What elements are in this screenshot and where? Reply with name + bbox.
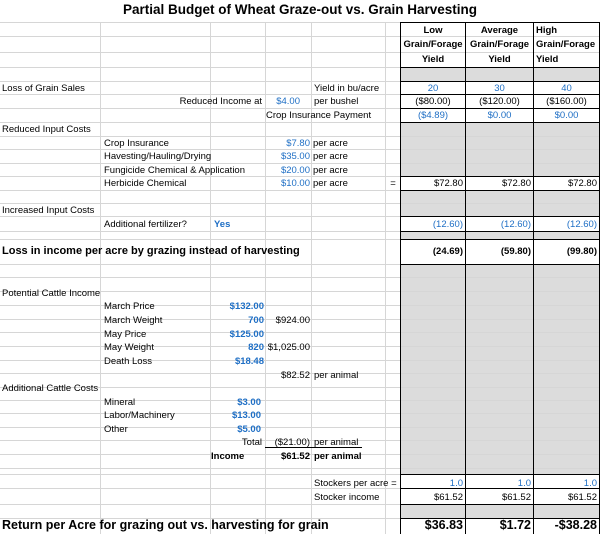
cost-item-label: Mineral: [104, 397, 136, 408]
reduced-total-low: $72.80: [433, 178, 463, 189]
death-loss[interactable]: $18.48: [234, 356, 264, 367]
return-high: -$38.28: [554, 518, 597, 532]
march-weight-label: March Weight: [104, 315, 163, 326]
section-loss-grain: Loss of Grain Sales: [2, 83, 85, 94]
total-label: Total: [241, 437, 262, 448]
yield-high[interactable]: 40: [561, 83, 572, 94]
crop-ins-high[interactable]: $0.00: [554, 110, 579, 121]
march-price[interactable]: $132.00: [229, 301, 264, 312]
col-high-l3: Yield: [536, 54, 559, 65]
income-label: Income: [211, 451, 245, 462]
reduced-item-value[interactable]: $20.00: [280, 165, 310, 176]
reduced-item-label: Havesting/Hauling/Drying: [104, 151, 212, 162]
may-price[interactable]: $125.00: [229, 329, 264, 340]
may-value: $1,025.00: [267, 342, 310, 353]
total-unit: per animal: [314, 437, 359, 448]
stockers-low[interactable]: 1.0: [449, 478, 463, 489]
increased-avg: (12.60): [500, 219, 531, 230]
per-bushel-label: per bushel: [314, 96, 359, 107]
equals-sign: =: [390, 178, 396, 189]
col-low-l1: Low: [423, 25, 443, 36]
section-cattle-income: Potential Cattle Income: [2, 288, 101, 299]
cost-item-label: Other: [104, 424, 128, 435]
may-weight[interactable]: 820: [248, 342, 264, 353]
income-unit: per animal: [314, 451, 362, 462]
return-label: Return per Acre for grazing out vs. harvesting for grain: [2, 518, 329, 532]
shade-row: [400, 264, 599, 474]
reduced-item-value[interactable]: $35.00: [280, 151, 310, 162]
reduced-item-unit: per acre: [313, 138, 348, 149]
per-animal-value: $82.52: [280, 370, 310, 381]
stocker-income-high: $61.52: [567, 492, 597, 503]
col-high-l1: High: [536, 25, 558, 36]
reduced-item-label: Crop Insurance: [104, 138, 169, 149]
stockers-high[interactable]: 1.0: [583, 478, 597, 489]
increased-low: (12.60): [432, 219, 463, 230]
stocker-income-low: $61.52: [433, 492, 463, 503]
death-loss-label: Death Loss: [104, 356, 153, 367]
crop-ins-payment-label: Crop Insurance Payment: [266, 110, 372, 121]
reduced-item-value[interactable]: $10.00: [280, 178, 310, 189]
return-low: $36.83: [424, 518, 463, 532]
section-increased-inputs: Increased Input Costs: [2, 205, 95, 216]
shade-row: [400, 231, 599, 239]
shade-row: [400, 136, 599, 176]
stockers-per-acre-label: Stockers per acre =: [314, 478, 397, 489]
reduced-income-label: Reduced Income at: [179, 96, 262, 107]
may-price-label: May Price: [104, 329, 147, 340]
shade-row: [400, 67, 599, 81]
cost-item-value[interactable]: $5.00: [237, 424, 261, 435]
shade-row: [400, 122, 599, 136]
col-avg-l3: Yield: [488, 54, 511, 65]
stocker-income-label: Stocker income: [314, 492, 380, 503]
fertilizer-answer[interactable]: Yes: [214, 219, 231, 230]
yield-low[interactable]: 20: [427, 83, 439, 94]
loss-high: (99.80): [566, 246, 597, 257]
income-low: ($80.00): [415, 96, 451, 107]
fertilizer-label: Additional fertilizer?: [104, 219, 187, 230]
total-value: ($21.00): [274, 437, 310, 448]
stockers-avg[interactable]: 1.0: [517, 478, 531, 489]
section-cattle-costs: Additional Cattle Costs: [2, 383, 99, 394]
crop-ins-low[interactable]: ($4.89): [417, 110, 449, 121]
march-weight[interactable]: 700: [248, 315, 264, 326]
cost-item-value[interactable]: $3.00: [237, 397, 261, 408]
loss-low: (24.69): [432, 246, 463, 257]
col-high-l2: Grain/Forage: [536, 39, 596, 50]
crop-ins-avg[interactable]: $0.00: [487, 110, 512, 121]
income-avg: ($120.00): [479, 96, 520, 107]
loss-avg: (59.80): [500, 246, 531, 257]
reduced-item-unit: per acre: [313, 165, 348, 176]
reduced-item-unit: per acre: [313, 178, 348, 189]
col-avg-l2: Grain/Forage: [469, 39, 530, 50]
grain-price[interactable]: $4.00: [276, 96, 300, 107]
col-low-l3: Yield: [421, 54, 445, 65]
reduced-item-label: Fungicide Chemical & Application: [104, 165, 245, 176]
col-low-l2: Grain/Forage: [403, 39, 463, 50]
reduced-item-unit: per acre: [313, 151, 348, 162]
march-price-label: March Price: [104, 301, 155, 312]
cost-item-value[interactable]: $13.00: [231, 410, 261, 421]
sheet-title: Partial Budget of Wheat Graze-out vs. Grain Harvesting: [122, 2, 478, 17]
march-value: $924.00: [275, 315, 310, 326]
income-value: $61.52: [280, 451, 310, 462]
income-high: ($160.00): [546, 96, 587, 107]
may-weight-label: May Weight: [104, 342, 154, 353]
reduced-total-avg: $72.80: [501, 178, 531, 189]
section-reduced-inputs: Reduced Input Costs: [2, 124, 91, 135]
reduced-total-high: $72.80: [567, 178, 597, 189]
increased-high: (12.60): [566, 219, 597, 230]
stocker-income-avg: $61.52: [501, 492, 531, 503]
yield-avg[interactable]: 30: [494, 83, 505, 94]
shade-row: [400, 504, 599, 518]
cost-item-label: Labor/Machinery: [104, 410, 175, 421]
per-animal-unit: per animal: [314, 370, 359, 381]
col-avg-l1: Average: [480, 25, 519, 36]
loss-income-label: Loss in income per acre by grazing instead of harvesting: [2, 245, 300, 257]
reduced-item-value[interactable]: $7.80: [286, 138, 310, 149]
return-avg: $1.72: [499, 518, 531, 532]
yield-label: Yield in bu/acre: [314, 83, 380, 94]
reduced-item-label: Herbicide Chemical: [104, 178, 187, 189]
